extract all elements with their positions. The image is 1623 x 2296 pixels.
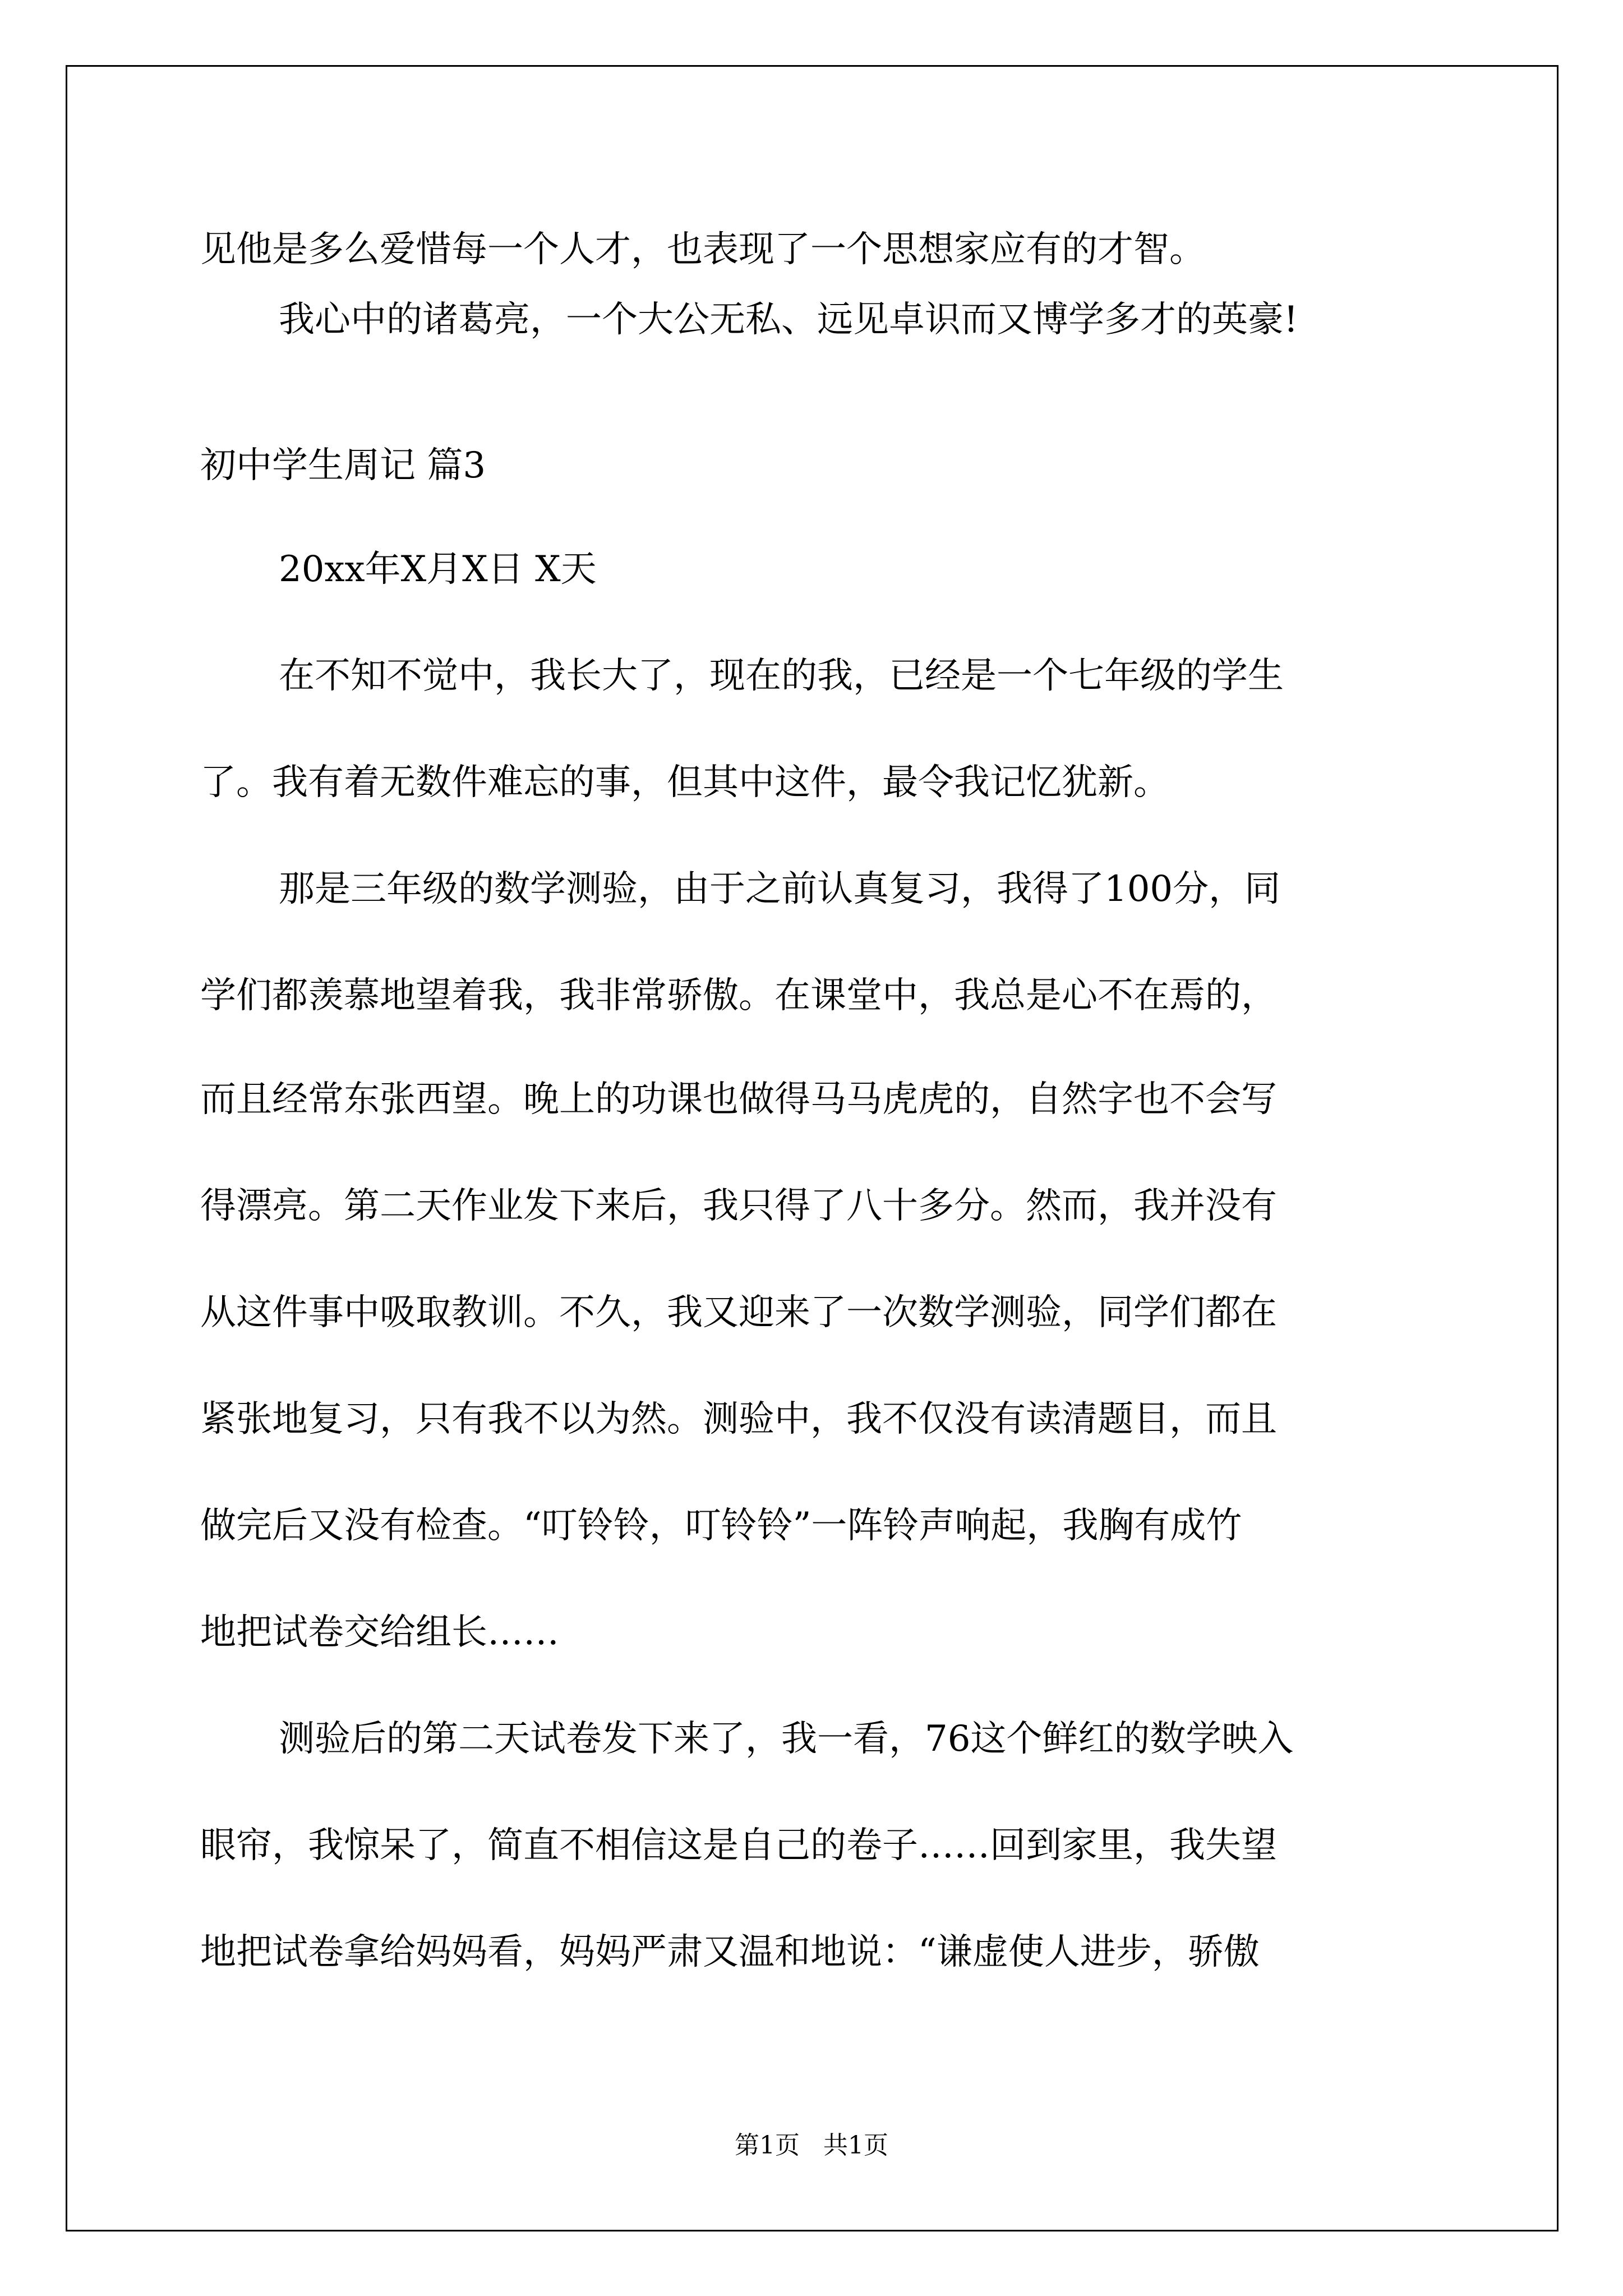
paragraph-line: 见他是多么爱惜每一个人才，也表现了一个思想家应有的才智。 xyxy=(200,229,1205,270)
date-line: 20xx年X月X日 X天 xyxy=(279,549,597,590)
paragraph-line: 紧张地复习，只有我不以为然。测验中，我不仅没有读清题目，而且 xyxy=(200,1398,1277,1440)
page-border xyxy=(66,65,1559,2231)
paragraph-line: 学们都羡慕地望着我，我非常骄傲。在课堂中，我总是心不在焉的， xyxy=(200,975,1277,1016)
paragraph-line: 眼帘，我惊呆了，简直不相信这是自己的卷子……回到家里，我失望 xyxy=(200,1825,1277,1866)
paragraph-line: 我心中的诸葛亮，一个大公无私、远见卓识而又博学多才的英豪! xyxy=(279,299,1298,341)
paragraph-line: 测验后的第二天试卷发下来了，我一看，76这个鲜红的数学映入 xyxy=(279,1718,1294,1760)
page-footer: 第1页 共1页 xyxy=(735,2131,888,2160)
section-heading: 初中学生周记 篇3 xyxy=(200,445,486,486)
paragraph-line: 而且经常东张西望。晚上的功课也做得马马虎虎的，自然字也不会写 xyxy=(200,1079,1277,1120)
paragraph-line: 得漂亮。第二天作业发下来后，我只得了八十多分。然而，我并没有 xyxy=(200,1185,1277,1227)
paragraph-line: 做完后又没有检查。“叮铃铃，叮铃铃”一阵铃声响起，我胸有成竹 xyxy=(200,1505,1242,1547)
paragraph-line: 地把试卷交给组长…… xyxy=(200,1612,559,1653)
paragraph-line: 那是三年级的数学测验，由于之前认真复习，我得了100分，同 xyxy=(279,868,1281,910)
paragraph-line: 地把试卷拿给妈妈看，妈妈严肃又温和地说：“谦虚使人进步，骄傲 xyxy=(200,1931,1260,1973)
paragraph-line: 了。我有着无数件难忘的事，但其中这件，最令我记忆犹新。 xyxy=(200,762,1169,803)
paragraph-line: 在不知不觉中，我长大了，现在的我，已经是一个七年级的学生 xyxy=(279,655,1284,697)
paragraph-line: 从这件事中吸取教训。不久，我又迎来了一次数学测验，同学们都在 xyxy=(200,1292,1277,1333)
